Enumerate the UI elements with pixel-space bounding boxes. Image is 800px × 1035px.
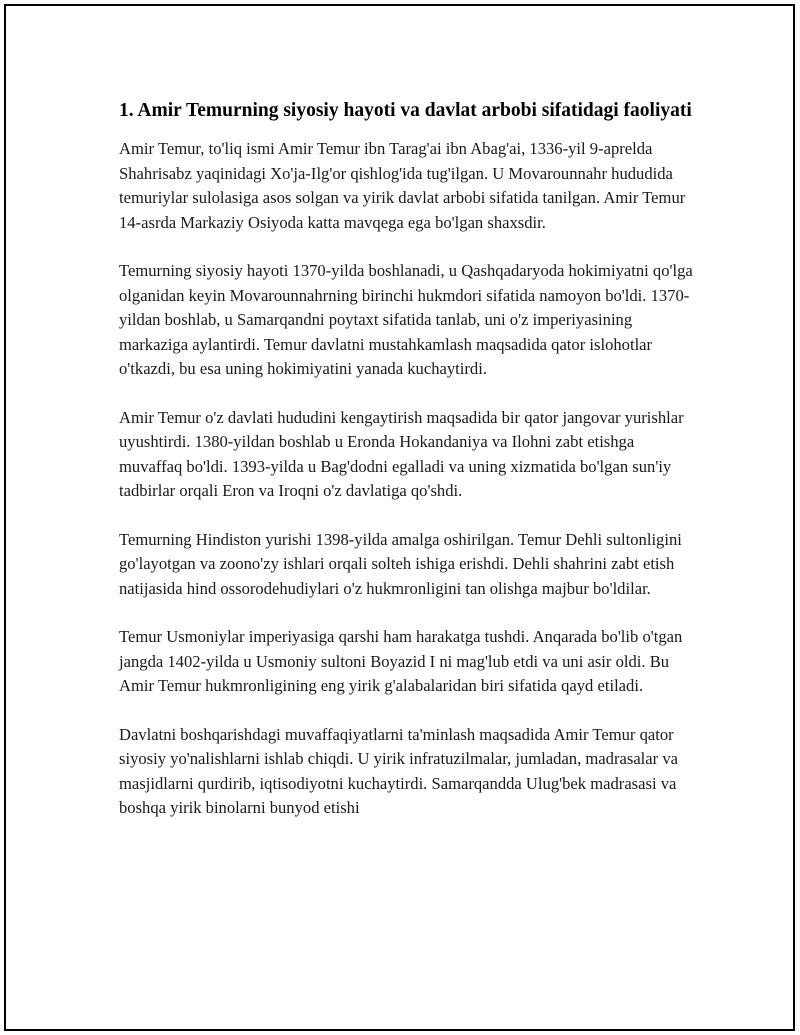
document-body — [119, 98, 699, 845]
paragraph-campaigns: Amir Temur o'z davlati hududini kengaytirish maqsadida bir qator jangovar yurishlar uyushtirdi. 1380-yildan boshlab u Eronda Hokandaniya va Ilohni zabt etishga muvaffaq bo'ldi. 1393-yilda u Bag'dodni egalladi va uning xizmatida bo'lgan sun'iy tadbirlar orqali Eron va Iroqni o'z davlatiga qo'shdi. — [119, 407, 684, 500]
paragraph-ottoman-war: Temur Usmoniylar imperiyasiga qarshi ham harakatga tushdi. Anqarada bo'lib o'tgan jangda 1402-yilda u Usmoniy sultoni Boyazid I ni mag'lub etdi va uni asir oldi. Bu Amir Temur hukmronligining eng yirik g'alabalaridan biri sifatida qayd etiladi. — [119, 627, 683, 695]
paragraph-political-career: Temurning siyosiy hayoti 1370-yilda boshlanadi, u Qashqadaryoda hokimiyatni qo'lga olganidan keyin Movarounnahrning birinchi hukmdori sifatida namoyon bo'ldi. 1370-yildan boshlab, u Samarqandni poytaxt sifatida tanlab, uni o'z imperiyasining markaziga aylantirdi. Temur davlatni mustahkamlash maqsadida qator islohotlar o'tkazdi, bu esa uning hokimiyatini yanada kuchaytirdi. — [119, 261, 693, 378]
paragraph-india-campaign: Temurning Hindiston yurishi 1398-yilda amalga oshirilgan. Temur Dehli sultonligini go'layotgan va zoono'zy ishlari orqali solteh ishiga erishdi. Dehli shahrini zabt etish natijasida hind ossorodehudiylari o'z hukmronligini tan olishga majbur bo'ldilar. — [119, 529, 682, 598]
section-heading: 1. Amir Temurning siyosiy hayoti va davlat arbobi sifatidagi faoliyati — [119, 100, 692, 121]
document-page — [4, 4, 795, 1031]
paragraph-governance: Davlatni boshqarishdagi muvaffaqiyatlarni ta'minlash maqsadida Amir Temur qator siyosiy yo'nalishlarni ishlab chiqdi. U yirik infratuzilmalar, jumladan, madrasalar va masjidlarni qurdirib, iqtisodiyotni kuchaytirdi. Samarqandda Ulug'bek madrasasi va boshqa yirik binolarni bunyod etishi — [119, 724, 678, 817]
paragraph-birth: Amir Temur, to'liq ismi Amir Temur ibn Tarag'ai ibn Abag'ai, 1336-yil 9-aprelda Shahrisabz yaqinidagi Xo'ja-Ilg'or qishlog'ida tug'ilgan. U Movarounnahr hududida temuriylar sulolasiga asos solgan va yirik davlat arbobi sifatida tanilgan. Amir Temur 14-asrda Markaziy Osiyoda katta mavqega ega bo'lgan shaxsdir. — [119, 139, 686, 232]
